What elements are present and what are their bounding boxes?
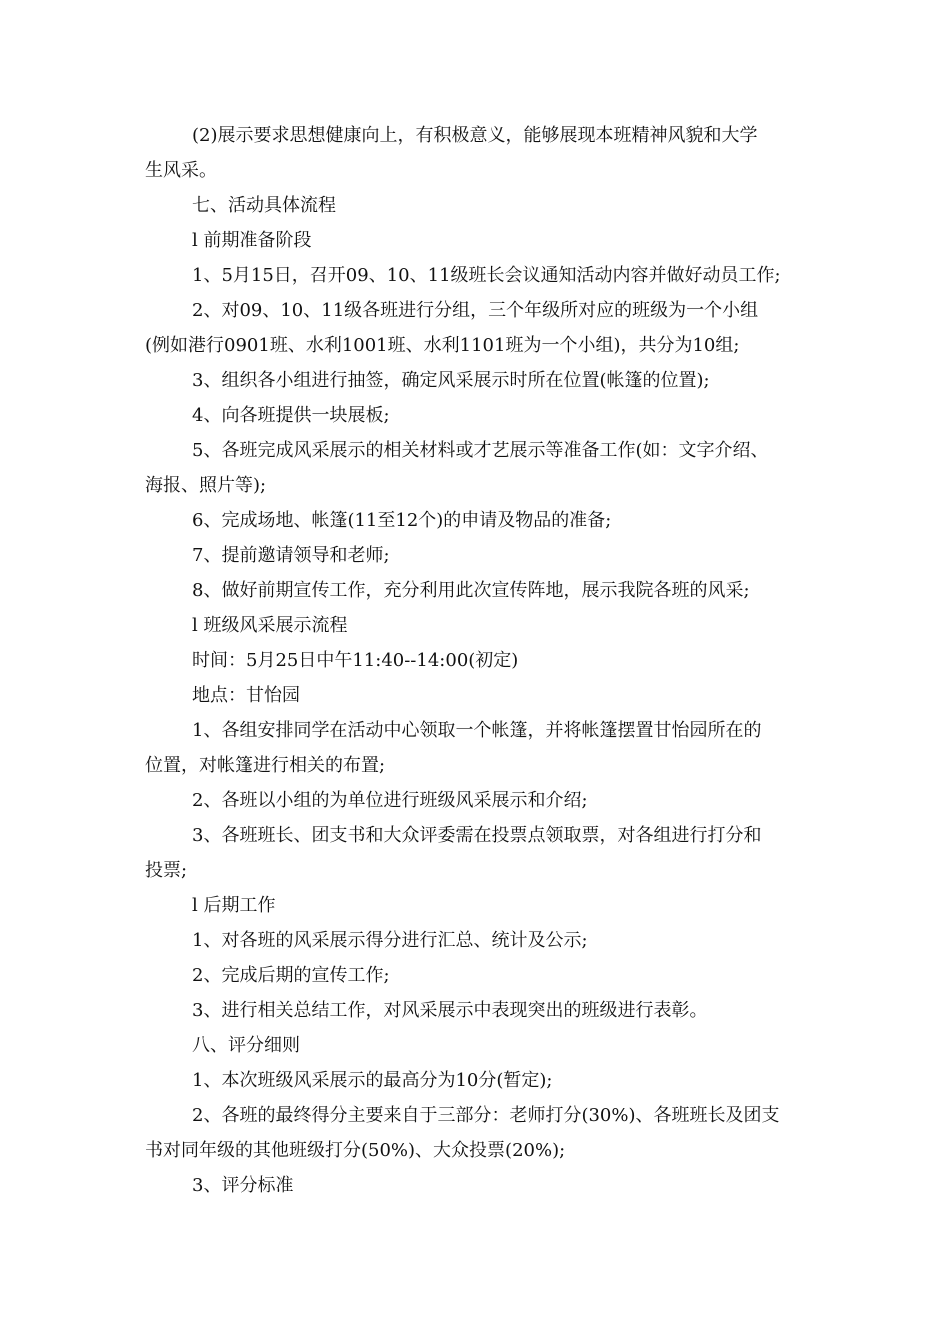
text-line: 1、5月15日，召开09、10、11级班长会议通知活动内容并做好动员工作; [192,265,781,286]
text-line: 生风采。 [145,160,217,181]
subsection-heading: l 班级风采展示流程 [192,615,348,636]
text-line: 海报、照片等); [145,475,267,496]
section-heading: 七、活动具体流程 [192,195,336,216]
text-line: (例如港行0901班、水利1001班、水利1101班为一个小组)，共分为10组; [145,335,740,356]
text-line: 地点：甘怡园 [192,685,300,706]
text-line: 2、各班的最终得分主要来自于三部分：老师打分(30%)、各班班长及团支 [192,1105,780,1126]
text-line: 3、各班班长、团支书和大众评委需在投票点领取票，对各组进行打分和 [192,825,762,846]
text-line: 8、做好前期宣传工作，充分利用此次宣传阵地，展示我院各班的风采; [192,580,750,601]
text-line: 7、提前邀请领导和老师; [192,545,390,566]
text-line: 书对同年级的其他班级打分(50%)、大众投票(20%); [145,1140,566,1161]
document-body [145,118,815,1203]
text-line: 5、各班完成风采展示的相关材料或才艺展示等准备工作(如：文字介绍、 [192,440,769,461]
section-heading: 八、评分细则 [192,1035,300,1056]
text-line: (2)展示要求思想健康向上，有积极意义，能够展现本班精神风貌和大学 [192,125,758,146]
text-line: 位置，对帐篷进行相关的布置; [145,755,386,776]
text-line: 时间：5月25日中午11:40--14:00(初定) [192,650,519,671]
text-line: 1、本次班级风采展示的最高分为10分(暂定); [192,1070,553,1091]
text-line: 6、完成场地、帐篷(11至12个)的申请及物品的准备; [192,510,612,531]
subsection-heading: l 后期工作 [192,895,276,916]
text-line: 3、组织各小组进行抽签，确定风采展示时所在位置(帐篷的位置); [192,370,710,391]
text-line: 2、对09、10、11级各班进行分组，三个年级所对应的班级为一个小组 [192,300,759,321]
text-line: 3、评分标准 [192,1175,294,1196]
text-line: 2、完成后期的宣传工作; [192,965,390,986]
text-line: 1、对各班的风采展示得分进行汇总、统计及公示; [192,930,588,951]
text-line: 1、各组安排同学在活动中心领取一个帐篷，并将帐篷摆置甘怡园所在的 [192,720,762,741]
text-line: 3、进行相关总结工作，对风采展示中表现突出的班级进行表彰。 [192,1000,708,1021]
text-line: 2、各班以小组的为单位进行班级风采展示和介绍; [192,790,588,811]
text-line: 4、向各班提供一块展板; [192,405,390,426]
subsection-heading: l 前期准备阶段 [192,230,312,251]
text-line: 投票; [145,860,188,881]
